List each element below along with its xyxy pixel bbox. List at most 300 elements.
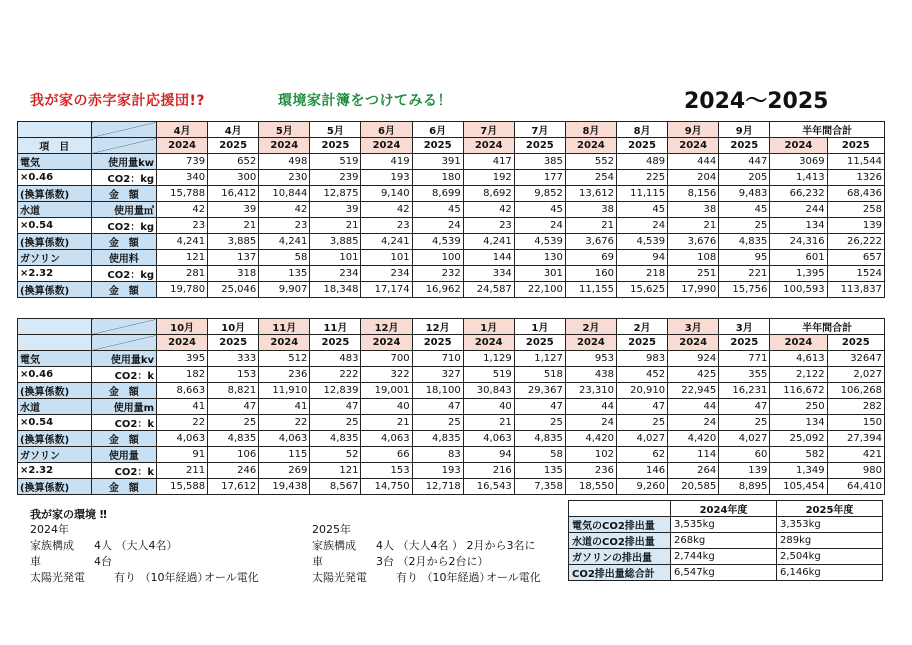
env-title: 我が家の環境 ‼ — [30, 508, 107, 521]
value-cell: 45 — [514, 202, 565, 218]
car-value: 3台 （2月から2台に） — [376, 555, 489, 568]
value-cell: 16,543 — [463, 479, 514, 495]
month-cell: 2月 — [617, 319, 668, 335]
value-cell: 980 — [827, 463, 884, 479]
data-row — [18, 367, 885, 383]
value-cell: 239 — [310, 170, 361, 186]
value-cell: 115 — [259, 447, 310, 463]
value-cell: 24 — [668, 415, 719, 431]
value-cell: 23 — [361, 218, 412, 234]
row-unit-label: CO2：k — [91, 463, 156, 479]
value-cell: 41 — [157, 399, 208, 415]
value-cell: 333 — [208, 351, 259, 367]
value-cell: 244 — [770, 202, 827, 218]
value-cell: 444 — [668, 154, 719, 170]
value-cell: 47 — [310, 399, 361, 415]
value-cell: 64,410 — [827, 479, 884, 495]
value-cell: 25 — [514, 415, 565, 431]
value-cell: 24 — [514, 218, 565, 234]
value-cell: 4,835 — [208, 431, 259, 447]
value-cell: 205 — [719, 170, 770, 186]
value-cell: 25,092 — [770, 431, 827, 447]
year-cell: 2025 — [412, 335, 463, 351]
year-cell: 2024 — [157, 138, 208, 154]
value-cell: 264 — [668, 463, 719, 479]
value-cell: 4,063 — [361, 431, 412, 447]
year-cell: 2024 — [463, 335, 514, 351]
month-cell: 7月 — [463, 122, 514, 138]
co2-2024-value: 2,744kg — [671, 549, 777, 565]
value-cell: 4,835 — [719, 234, 770, 250]
value-cell: 20,910 — [617, 383, 668, 399]
value-cell: 8,663 — [157, 383, 208, 399]
value-cell: 4,835 — [514, 431, 565, 447]
value-cell: 105,454 — [770, 479, 827, 495]
value-cell: 282 — [827, 399, 884, 415]
value-cell: 269 — [259, 463, 310, 479]
value-cell: 12,718 — [412, 479, 463, 495]
value-cell: 177 — [514, 170, 565, 186]
value-cell: 236 — [565, 463, 616, 479]
row-category-label: (換算係数) — [18, 282, 92, 298]
value-cell: 15,788 — [157, 186, 208, 202]
value-cell: 9,852 — [514, 186, 565, 202]
month-cell: 9月 — [668, 122, 719, 138]
value-cell: 221 — [719, 266, 770, 282]
value-cell: 69 — [565, 250, 616, 266]
value-cell: 100,593 — [770, 282, 827, 298]
row-category-label: (換算係数) — [18, 431, 92, 447]
value-cell: 25 — [719, 218, 770, 234]
data-row — [18, 170, 885, 186]
month-cell: 12月 — [412, 319, 463, 335]
value-cell: 21 — [208, 218, 259, 234]
month-cell: 4月 — [157, 122, 208, 138]
year-cell: 2025 — [827, 335, 884, 351]
value-cell: 16,962 — [412, 282, 463, 298]
row-unit-label: 使用量kw — [91, 154, 156, 170]
co2-row-label: CO2排出量総合計 — [569, 565, 671, 581]
value-cell: 146 — [617, 463, 668, 479]
month-cell: 3月 — [668, 319, 719, 335]
value-cell: 234 — [361, 266, 412, 282]
value-cell: 13,612 — [565, 186, 616, 202]
value-cell: 42 — [361, 202, 412, 218]
row-unit-label: CO2：kg — [91, 170, 156, 186]
value-cell: 116,672 — [770, 383, 827, 399]
title-red: 我が家の赤字家計応援団!? — [30, 93, 206, 109]
year-cell: 2024 — [770, 138, 827, 154]
value-cell: 7,358 — [514, 479, 565, 495]
month-cell: 2月 — [565, 319, 616, 335]
month-cell: 9月 — [719, 122, 770, 138]
value-cell: 4,027 — [617, 431, 668, 447]
solar-label: 太陽光発電 — [312, 571, 367, 584]
value-cell: 17,990 — [668, 282, 719, 298]
value-cell: 3,885 — [208, 234, 259, 250]
co2-header-2025: 2025年度 — [777, 501, 883, 517]
year-cell: 2024 — [668, 138, 719, 154]
co2-2024-value: 268kg — [671, 533, 777, 549]
row-unit-label: 金 額 — [91, 431, 156, 447]
value-cell: 251 — [668, 266, 719, 282]
value-cell: 17,612 — [208, 479, 259, 495]
year-cell: 2025 — [208, 335, 259, 351]
value-cell: 192 — [463, 170, 514, 186]
month-cell: 12月 — [361, 319, 412, 335]
all-electric: オール電化 — [204, 571, 259, 584]
value-cell: 22,100 — [514, 282, 565, 298]
month-cell: 3月 — [719, 319, 770, 335]
value-cell: 47 — [719, 399, 770, 415]
value-cell: 180 — [412, 170, 463, 186]
row-category-label: 水道 — [18, 399, 92, 415]
value-cell: 193 — [361, 170, 412, 186]
value-cell: 258 — [827, 202, 884, 218]
value-cell: 101 — [361, 250, 412, 266]
value-cell: 1,127 — [514, 351, 565, 367]
solar-value: 有り （10年経過） — [114, 571, 209, 584]
value-cell: 21 — [565, 218, 616, 234]
value-cell: 225 — [617, 170, 668, 186]
value-cell: 18,550 — [565, 479, 616, 495]
value-cell: 9,260 — [617, 479, 668, 495]
co2-2025-value: 6,146kg — [777, 565, 883, 581]
value-cell: 8,156 — [668, 186, 719, 202]
value-cell: 150 — [827, 415, 884, 431]
year-cell: 2025 — [617, 335, 668, 351]
car-label: 車 — [312, 555, 323, 568]
row-category-label: 電気 — [18, 154, 92, 170]
value-cell: 21 — [668, 218, 719, 234]
value-cell: 395 — [157, 351, 208, 367]
value-cell: 23 — [157, 218, 208, 234]
value-cell: 552 — [565, 154, 616, 170]
value-cell: 4,835 — [310, 431, 361, 447]
value-cell: 355 — [719, 367, 770, 383]
value-cell: 9,483 — [719, 186, 770, 202]
year-row — [18, 138, 885, 154]
value-cell: 204 — [668, 170, 719, 186]
value-cell: 114 — [668, 447, 719, 463]
value-cell: 322 — [361, 367, 412, 383]
value-cell: 22 — [157, 415, 208, 431]
co2-header-2024: 2024年度 — [671, 501, 777, 517]
co2-corner — [569, 501, 671, 517]
value-cell: 8,692 — [463, 186, 514, 202]
value-cell: 62 — [617, 447, 668, 463]
value-cell: 983 — [617, 351, 668, 367]
env-2025 — [312, 522, 541, 586]
month-cell: 4月 — [208, 122, 259, 138]
value-cell: 9,140 — [361, 186, 412, 202]
value-cell: 106,268 — [827, 383, 884, 399]
value-cell: 489 — [617, 154, 668, 170]
co2-row-label: 電気のCO2排出量 — [569, 517, 671, 533]
item-label: 項 目 — [18, 138, 92, 154]
value-cell: 44 — [668, 399, 719, 415]
value-cell: 41 — [259, 399, 310, 415]
value-cell: 30,843 — [463, 383, 514, 399]
value-cell: 95 — [719, 250, 770, 266]
value-cell: 94 — [463, 447, 514, 463]
value-cell: 512 — [259, 351, 310, 367]
value-cell: 1,413 — [770, 170, 827, 186]
row-category-label: ×0.46 — [18, 367, 92, 383]
value-cell: 700 — [361, 351, 412, 367]
year-cell: 2024 — [668, 335, 719, 351]
value-cell: 160 — [565, 266, 616, 282]
row-category-label: 水道 — [18, 202, 92, 218]
co2-row-label: ガソリンの排出量 — [569, 549, 671, 565]
value-cell: 40 — [361, 399, 412, 415]
value-cell: 18,348 — [310, 282, 361, 298]
value-cell: 232 — [412, 266, 463, 282]
value-cell: 24,587 — [463, 282, 514, 298]
value-cell: 300 — [208, 170, 259, 186]
value-cell: 42 — [157, 202, 208, 218]
value-cell: 135 — [259, 266, 310, 282]
row-category-label: (換算係数) — [18, 479, 92, 495]
value-cell: 3069 — [770, 154, 827, 170]
month-cell: 8月 — [617, 122, 668, 138]
corner-diag — [91, 319, 156, 335]
value-cell: 101 — [310, 250, 361, 266]
month-cell: 11月 — [310, 319, 361, 335]
value-cell: 1,349 — [770, 463, 827, 479]
co2-2025-value: 289kg — [777, 533, 883, 549]
year-cell: 2025 — [514, 335, 565, 351]
value-cell: 15,756 — [719, 282, 770, 298]
value-cell: 58 — [514, 447, 565, 463]
value-cell: 8,699 — [412, 186, 463, 202]
value-cell: 102 — [565, 447, 616, 463]
value-cell: 1,129 — [463, 351, 514, 367]
row-unit-label: 使用量m — [91, 399, 156, 415]
value-cell: 222 — [310, 367, 361, 383]
value-cell: 17,174 — [361, 282, 412, 298]
month-cell: 7月 — [514, 122, 565, 138]
value-cell: 8,821 — [208, 383, 259, 399]
env-2024 — [30, 522, 259, 586]
value-cell: 483 — [310, 351, 361, 367]
month-cell: 6月 — [412, 122, 463, 138]
row-unit-label: CO2：k — [91, 415, 156, 431]
table-first-half — [17, 121, 885, 298]
value-cell: 3,885 — [310, 234, 361, 250]
value-cell: 39 — [310, 202, 361, 218]
value-cell: 44 — [565, 399, 616, 415]
value-cell: 447 — [719, 154, 770, 170]
value-cell: 47 — [617, 399, 668, 415]
value-cell: 11,544 — [827, 154, 884, 170]
value-cell: 452 — [617, 367, 668, 383]
value-cell: 139 — [719, 463, 770, 479]
all-electric: オール電化 — [486, 571, 541, 584]
co2-2024-value: 3,535kg — [671, 517, 777, 533]
value-cell: 91 — [157, 447, 208, 463]
value-cell: 519 — [310, 154, 361, 170]
half-total-header: 半年間合計 — [770, 122, 885, 138]
value-cell: 4,539 — [412, 234, 463, 250]
row-unit-label: 使用量㎥ — [91, 202, 156, 218]
value-cell: 4,063 — [157, 431, 208, 447]
solar-label: 太陽光発電 — [30, 571, 85, 584]
value-cell: 22 — [259, 415, 310, 431]
value-cell: 21 — [463, 415, 514, 431]
data-row — [18, 463, 885, 479]
value-cell: 739 — [157, 154, 208, 170]
value-cell: 25 — [310, 415, 361, 431]
value-cell: 4,241 — [463, 234, 514, 250]
row-category-label: ×0.54 — [18, 415, 92, 431]
value-cell: 38 — [565, 202, 616, 218]
data-row — [18, 154, 885, 170]
value-cell: 391 — [412, 154, 463, 170]
value-cell: 12,839 — [310, 383, 361, 399]
value-cell: 25,046 — [208, 282, 259, 298]
half-total-header: 半年間合計 — [770, 319, 885, 335]
value-cell: 10,844 — [259, 186, 310, 202]
value-cell: 4,539 — [514, 234, 565, 250]
value-cell: 52 — [310, 447, 361, 463]
value-cell: 25 — [412, 415, 463, 431]
value-cell: 121 — [157, 250, 208, 266]
year-cell: 2025 — [514, 138, 565, 154]
value-cell: 3,676 — [668, 234, 719, 250]
value-cell: 281 — [157, 266, 208, 282]
value-cell: 4,835 — [412, 431, 463, 447]
row-category-label: ×0.54 — [18, 218, 92, 234]
value-cell: 2,122 — [770, 367, 827, 383]
family-value: 4人 （大人4名） — [94, 539, 178, 552]
value-cell: 20,585 — [668, 479, 719, 495]
data-row — [18, 479, 885, 495]
value-cell: 134 — [770, 415, 827, 431]
row-category-label: 電気 — [18, 351, 92, 367]
row-unit-label: 金 額 — [91, 234, 156, 250]
value-cell: 4,241 — [361, 234, 412, 250]
value-cell: 652 — [208, 154, 259, 170]
value-cell: 425 — [668, 367, 719, 383]
family-label: 家族構成 — [312, 539, 356, 552]
value-cell: 19,780 — [157, 282, 208, 298]
year-cell: 2024 — [259, 138, 310, 154]
value-cell: 519 — [463, 367, 514, 383]
value-cell: 11,910 — [259, 383, 310, 399]
year-cell: 2024 — [565, 335, 616, 351]
value-cell: 710 — [412, 351, 463, 367]
value-cell: 108 — [668, 250, 719, 266]
value-cell: 144 — [463, 250, 514, 266]
value-cell: 318 — [208, 266, 259, 282]
row-unit-label: 使用料 — [91, 250, 156, 266]
value-cell: 4,241 — [157, 234, 208, 250]
data-row — [18, 250, 885, 266]
value-cell: 68,436 — [827, 186, 884, 202]
co2-2025-value: 2,504kg — [777, 549, 883, 565]
year-cell: 2025 — [310, 335, 361, 351]
month-cell: 1月 — [463, 319, 514, 335]
value-cell: 83 — [412, 447, 463, 463]
value-cell: 24 — [565, 415, 616, 431]
value-cell: 137 — [208, 250, 259, 266]
value-cell: 22,945 — [668, 383, 719, 399]
value-cell: 334 — [463, 266, 514, 282]
year-cell: 2024 — [361, 138, 412, 154]
value-cell: 301 — [514, 266, 565, 282]
value-cell: 498 — [259, 154, 310, 170]
month-cell: 5月 — [259, 122, 310, 138]
value-cell: 39 — [208, 202, 259, 218]
value-cell: 9,907 — [259, 282, 310, 298]
value-cell: 11,115 — [617, 186, 668, 202]
row-unit-label: 金 額 — [91, 186, 156, 202]
value-cell: 25 — [617, 415, 668, 431]
value-cell: 250 — [770, 399, 827, 415]
value-cell: 42 — [463, 202, 514, 218]
value-cell: 60 — [719, 447, 770, 463]
value-cell: 153 — [208, 367, 259, 383]
value-cell: 4,420 — [668, 431, 719, 447]
value-cell: 24,316 — [770, 234, 827, 250]
data-row — [18, 383, 885, 399]
year-cell: 2024 — [361, 335, 412, 351]
data-row — [18, 399, 885, 415]
corner-cell — [18, 319, 92, 335]
row-unit-label: 金 額 — [91, 479, 156, 495]
value-cell: 45 — [617, 202, 668, 218]
year-row — [18, 335, 885, 351]
year-cell: 2024 — [259, 335, 310, 351]
value-cell: 16,412 — [208, 186, 259, 202]
value-cell: 417 — [463, 154, 514, 170]
value-cell: 23,310 — [565, 383, 616, 399]
value-cell: 139 — [827, 218, 884, 234]
data-row — [18, 218, 885, 234]
value-cell: 4,241 — [259, 234, 310, 250]
value-cell: 340 — [157, 170, 208, 186]
value-cell: 182 — [157, 367, 208, 383]
data-row — [18, 266, 885, 282]
value-cell: 924 — [668, 351, 719, 367]
value-cell: 4,539 — [617, 234, 668, 250]
value-cell: 21 — [361, 415, 412, 431]
car-label: 車 — [30, 555, 41, 568]
value-cell: 47 — [514, 399, 565, 415]
data-row — [18, 431, 885, 447]
value-cell: 24 — [412, 218, 463, 234]
year-cell: 2024 — [770, 335, 827, 351]
value-cell: 419 — [361, 154, 412, 170]
row-category-label: ガソリン — [18, 447, 92, 463]
data-row — [18, 351, 885, 367]
value-cell: 45 — [412, 202, 463, 218]
value-cell: 42 — [259, 202, 310, 218]
value-cell: 254 — [565, 170, 616, 186]
car-value: 4台 — [94, 555, 112, 568]
solar-value: 有り （10年経過） — [396, 571, 491, 584]
row-unit-label: 金 額 — [91, 383, 156, 399]
value-cell: 657 — [827, 250, 884, 266]
value-cell: 19,438 — [259, 479, 310, 495]
value-cell: 40 — [463, 399, 514, 415]
value-cell: 134 — [770, 218, 827, 234]
value-cell: 385 — [514, 154, 565, 170]
corner-diag — [91, 335, 156, 351]
row-category-label: ×0.46 — [18, 170, 92, 186]
co2-row-label: 水道のCO2排出量 — [569, 533, 671, 549]
